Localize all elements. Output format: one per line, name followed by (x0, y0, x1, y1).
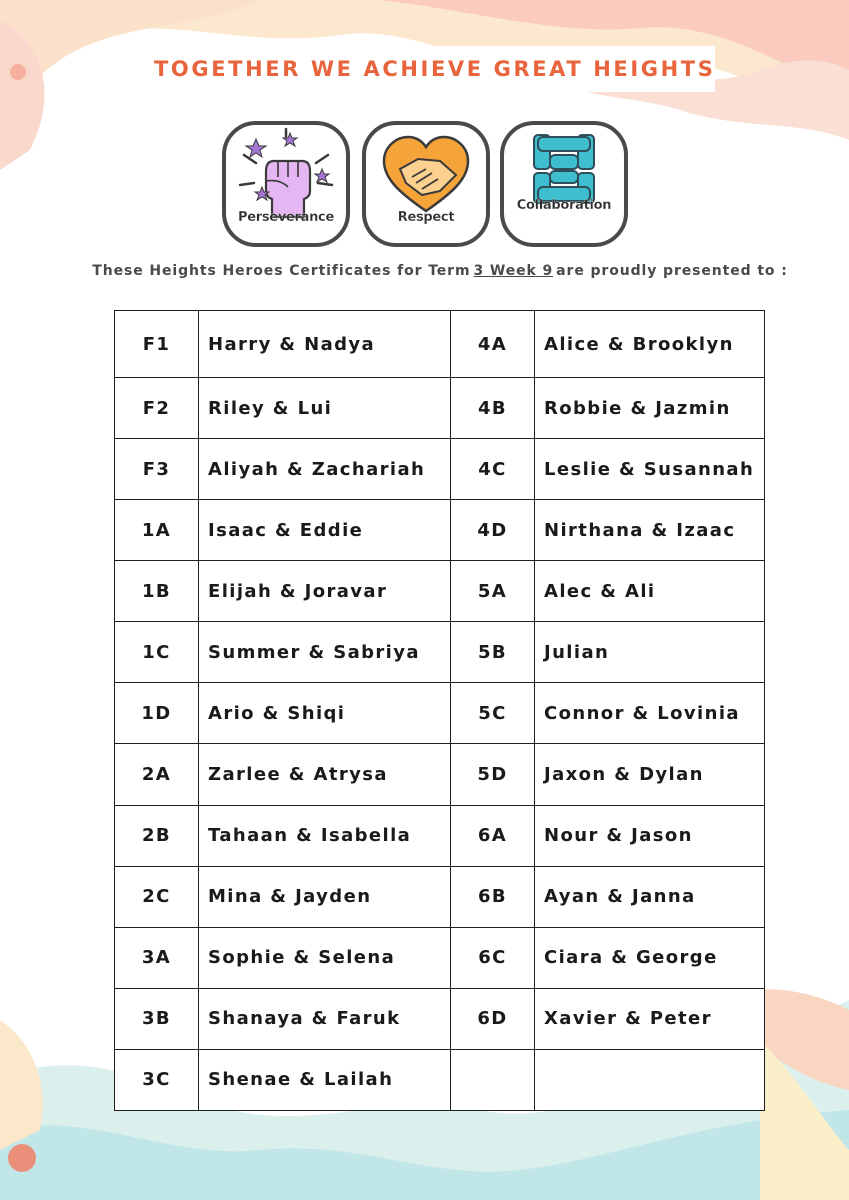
right-class-code: 5C (451, 683, 535, 744)
table-row (115, 866, 765, 927)
right-student-names: Alec & Ali (535, 561, 765, 622)
right-student-names: Leslie & Susannah (535, 439, 765, 500)
award-table (114, 310, 765, 1111)
right-class-code: 4D (451, 500, 535, 561)
left-class-code: F1 (115, 311, 199, 378)
right-student-names: Jaxon & Dylan (535, 744, 765, 805)
left-student-names: Isaac & Eddie (199, 500, 451, 561)
table-row (115, 1049, 765, 1110)
right-class-code: 6A (451, 805, 535, 866)
right-student-names: Alice & Brooklyn (535, 311, 765, 378)
left-class-code: 1A (115, 500, 199, 561)
left-class-code: 2A (115, 744, 199, 805)
intro-text-after: are proudly presented to : (556, 263, 788, 279)
intro-line (0, 263, 849, 279)
right-student-names: Ayan & Janna (535, 866, 765, 927)
right-student-names: Connor & Lovinia (535, 683, 765, 744)
right-class-code: 4C (451, 439, 535, 500)
left-student-names: Elijah & Joravar (199, 561, 451, 622)
perseverance-label: Perseverance (238, 210, 334, 225)
left-student-names: Shanaya & Faruk (199, 988, 451, 1049)
right-class-code (451, 1049, 535, 1110)
table-row (115, 378, 765, 439)
banner-title: TOGETHER WE ACHIEVE GREAT HEIGHTS (154, 57, 716, 81)
right-student-names: Julian (535, 622, 765, 683)
perseverance-badge (222, 121, 350, 247)
respect-label: Respect (397, 210, 455, 225)
joined-hands-icon (504, 125, 624, 243)
respect-badge (362, 121, 490, 247)
left-class-code: 3A (115, 927, 199, 988)
right-class-code: 6D (451, 988, 535, 1049)
table-row (115, 622, 765, 683)
heart-handshake-icon (366, 125, 486, 243)
table-row (115, 988, 765, 1049)
collaboration-label: Collaboration (516, 198, 612, 213)
right-student-names: Nirthana & Izaac (535, 500, 765, 561)
left-class-code: F3 (115, 439, 199, 500)
left-class-code: 2C (115, 866, 199, 927)
right-student-names: Nour & Jason (535, 805, 765, 866)
raised-fist-icon (226, 125, 346, 243)
left-student-names: Sophie & Selena (199, 927, 451, 988)
right-class-code: 6B (451, 866, 535, 927)
left-class-code: 2B (115, 805, 199, 866)
intro-text-before: These Heights Heroes Certificates for Term (92, 263, 471, 279)
table-row (115, 744, 765, 805)
right-class-code: 4B (451, 378, 535, 439)
left-class-code: 1B (115, 561, 199, 622)
right-class-code: 6C (451, 927, 535, 988)
right-class-code: 4A (451, 311, 535, 378)
term-week-fill: 3 Week 9 (473, 263, 554, 279)
table-row (115, 683, 765, 744)
collaboration-badge (500, 121, 628, 247)
left-class-code: 1D (115, 683, 199, 744)
left-class-code: 3C (115, 1049, 199, 1110)
left-student-names: Tahaan & Isabella (199, 805, 451, 866)
table-row (115, 311, 765, 378)
left-class-code: 3B (115, 988, 199, 1049)
left-student-names: Summer & Sabriya (199, 622, 451, 683)
table-row (115, 805, 765, 866)
table-row (115, 439, 765, 500)
right-class-code: 5D (451, 744, 535, 805)
right-class-code: 5A (451, 561, 535, 622)
left-student-names: Zarlee & Atrysa (199, 744, 451, 805)
header-banner (130, 46, 715, 92)
left-class-code: 1C (115, 622, 199, 683)
right-student-names (535, 1049, 765, 1110)
left-class-code: F2 (115, 378, 199, 439)
left-student-names: Ario & Shiqi (199, 683, 451, 744)
left-student-names: Mina & Jayden (199, 866, 451, 927)
right-student-names: Robbie & Jazmin (535, 378, 765, 439)
table-row (115, 561, 765, 622)
left-student-names: Riley & Lui (199, 378, 451, 439)
right-student-names: Ciara & George (535, 927, 765, 988)
left-student-names: Harry & Nadya (199, 311, 451, 378)
left-student-names: Shenae & Lailah (199, 1049, 451, 1110)
right-class-code: 5B (451, 622, 535, 683)
right-student-names: Xavier & Peter (535, 988, 765, 1049)
table-row (115, 927, 765, 988)
left-student-names: Aliyah & Zachariah (199, 439, 451, 500)
table-row (115, 500, 765, 561)
